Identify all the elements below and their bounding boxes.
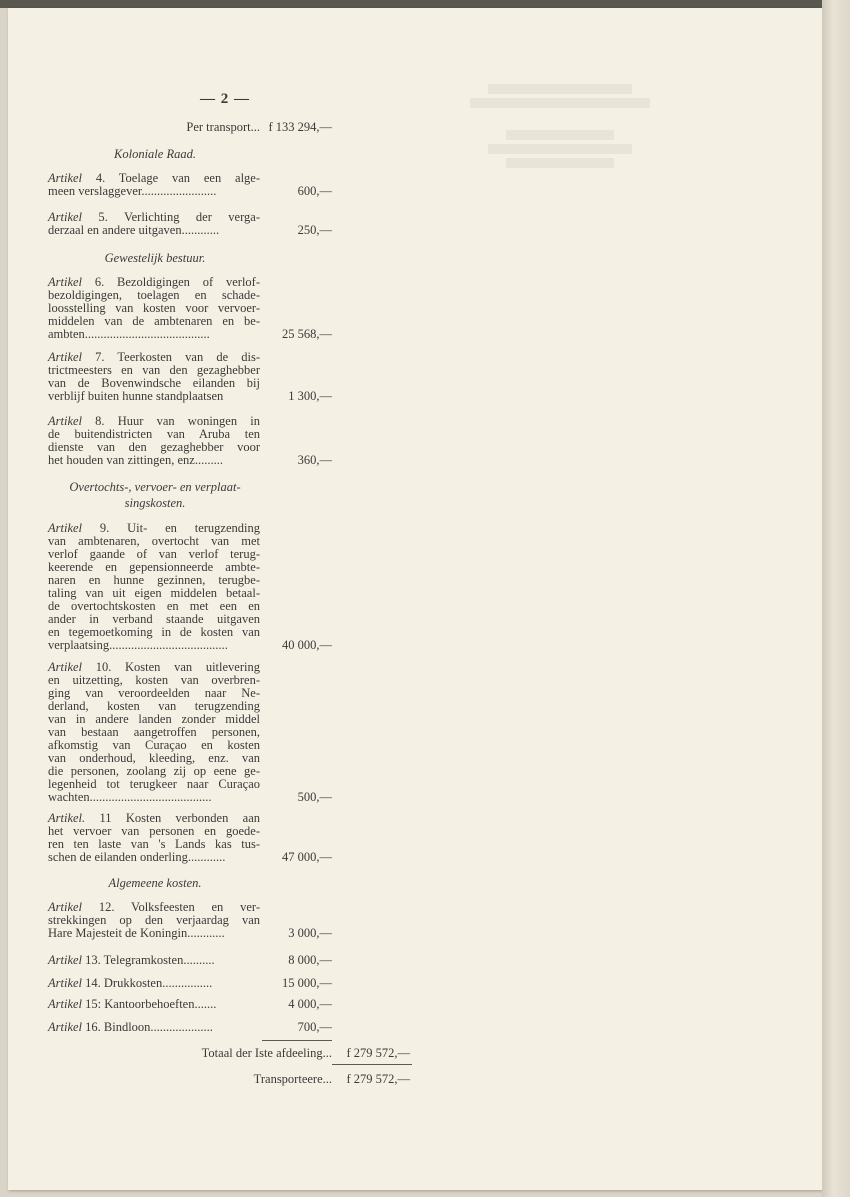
article-12-line-3: Hare Majesteit de Koningin............: [48, 926, 225, 940]
section-koloniale-raad: Koloniale Raad.: [114, 147, 196, 161]
article-7-line-3: van de Bovenwindsche eilanden bij: [48, 376, 260, 390]
article-4-amount: 600,—: [297, 184, 332, 198]
article-12-amount: 3 000,—: [288, 926, 332, 940]
article-10-line-7: afkomstig van Curaçao en kosten: [48, 738, 260, 752]
article-11-amount: 47 000,—: [282, 850, 332, 864]
article-15-amount: 4 000,—: [288, 997, 332, 1011]
artikel-word: Artikel: [48, 900, 83, 914]
artikel-word: Artikel: [48, 210, 83, 224]
article-11-line-4: schen de eilanden onderling............: [48, 850, 226, 864]
article-6-line-1: Artikel 6. Bezoldigingen of verlof-: [48, 275, 260, 289]
article-9-line-4: keerende en gepensionneerde ambte-: [48, 560, 260, 574]
article-10-line-3: ging van veroordeelden naar Ne-: [48, 686, 260, 700]
article-10-line-11: wachten.......................................: [48, 790, 212, 804]
article-16-line-1: Artikel 16. Bindloon....................: [48, 1020, 213, 1034]
artikel-word: Artikel: [48, 1020, 83, 1034]
page-number: — 2 —: [200, 91, 250, 107]
article-13-line-1: Artikel 13. Telegramkosten..........: [48, 953, 215, 967]
article-10-line-8: van onderhoud, kleeding, enz. van: [48, 751, 260, 765]
artikel-word: Artikel: [48, 350, 83, 364]
article-10-line-5: van in andere landen zonder middel: [48, 712, 260, 726]
article-10-line-6: van bestaan aangetroffen personen,: [48, 725, 260, 739]
article-9-line-5: naren en hunne gezinnen, terugbe-: [48, 573, 260, 587]
artikel-word: Artikel: [48, 521, 83, 535]
artikel-word: Artikel: [48, 660, 83, 674]
article-11-line-3: ren ten laste van 's Lands kas tus-: [48, 837, 260, 851]
article-5-line-2: derzaal en andere uitgaven............: [48, 223, 220, 237]
article-15-line-1: Artikel 15: Kantoorbehoeften.......: [48, 997, 217, 1011]
article-9-line-3: verlof gaande of van verlof terug-: [48, 547, 260, 561]
article-10-line-2: en uitzetting, kosten van overbren-: [48, 673, 260, 687]
article-8-line-2: de buitendistricten van Aruba ten: [48, 427, 260, 441]
article-12-line-2: strekkingen op den verjaardag van: [48, 913, 260, 927]
transporteere-label: Transporteere...: [253, 1072, 332, 1086]
transporteere-amount: f 279 572,—: [346, 1072, 410, 1086]
section-gewestelijk-bestuur: Gewestelijk bestuur.: [104, 251, 206, 265]
article-5-line-1: Artikel 5. Verlichting der verga-: [48, 210, 260, 224]
article-11-line-2: het vervoer van personen en goede-: [48, 824, 260, 838]
article-13-amount: 8 000,—: [288, 953, 332, 967]
article-10-line-4: derland, kosten van terugzending: [48, 699, 260, 713]
article-9-line-6: taling van uit eigen middelen betaal-: [48, 586, 260, 600]
article-10-line-1: Artikel 10. Kosten van uitlevering: [48, 660, 260, 674]
article-10-line-9: die personen, zoolang zij op eene ge-: [48, 764, 260, 778]
article-14-line-1: Artikel 14. Drukkosten................: [48, 976, 213, 990]
article-6-line-5: ambten........................................: [48, 327, 210, 341]
article-9-line-10: verplaatsing......................................: [48, 638, 228, 652]
article-7-line-2: trictmeesters en van den gezaghebber: [48, 363, 260, 377]
article-6-line-4: middelen van de ambtenaren en be-: [48, 314, 260, 328]
article-4-line-2: meen verslaggever........................: [48, 184, 217, 198]
artikel-word: Artikel: [48, 171, 83, 185]
artikel-word: Artikel: [48, 997, 83, 1011]
subtotal-rule: [262, 1040, 332, 1041]
article-7-line-4: verblijf buiten hunne standplaatsen: [48, 389, 224, 403]
article-7-amount: 1 300,—: [288, 389, 332, 403]
article-9-line-2: van ambtenaren, overtocht van met: [48, 534, 260, 548]
article-8-line-1: Artikel 8. Huur van woningen in: [48, 414, 260, 428]
article-16-amount: 700,—: [297, 1020, 332, 1034]
article-4-line-1: Artikel 4. Toelage van een alge-: [48, 171, 260, 185]
totaal-amount: f 279 572,—: [346, 1046, 410, 1060]
article-8-line-3: dienste van den gezaghebber voor: [48, 440, 260, 454]
per-transport-label: Per transport...: [186, 120, 260, 134]
per-transport-amount: f 133 294,—: [268, 120, 332, 134]
artikel-word: Artikel: [48, 953, 83, 967]
article-6-amount: 25 568,—: [282, 327, 332, 341]
article-9-line-8: ander in verband staande uitgaven: [48, 612, 260, 626]
article-6-line-2: bezoldigingen, toelagen en schade-: [48, 288, 260, 302]
article-7-line-1: Artikel 7. Teerkosten van de dis-: [48, 350, 260, 364]
article-10-line-10: legenheid tot terugkeer naar Curaçao: [48, 777, 260, 791]
article-14-amount: 15 000,—: [282, 976, 332, 990]
artikel-word: Artikel: [48, 275, 83, 289]
artikel-word: Artikel.: [48, 811, 86, 825]
totaal-label: Totaal der Iste afdeeling...: [201, 1046, 332, 1060]
section-overtochts: Overtochts-, vervoer- en verplaat-: [69, 480, 241, 494]
section-overtochts-2: singskosten.: [124, 496, 186, 510]
article-9-amount: 40 000,—: [282, 638, 332, 652]
article-8-line-4: het houden van zittingen, enz.........: [48, 453, 223, 467]
article-11-line-1: Artikel. 11 Kosten verbonden aan: [48, 811, 260, 825]
artikel-word: Artikel: [48, 414, 83, 428]
article-9-line-1: Artikel 9. Uit- en terugzending: [48, 521, 260, 535]
total-rule: [332, 1064, 412, 1065]
article-6-line-3: loosstelling van kosten voor vervoer-: [48, 301, 260, 315]
article-9-line-9: en tegemoetkoming in de kosten van: [48, 625, 260, 639]
article-8-amount: 360,—: [297, 453, 332, 467]
article-12-line-1: Artikel 12. Volksfeesten en ver-: [48, 900, 260, 914]
article-10-amount: 500,—: [297, 790, 332, 804]
article-9-line-7: de overtochtskosten en met een en: [48, 599, 260, 613]
article-5-amount: 250,—: [297, 223, 332, 237]
artikel-word: Artikel: [48, 976, 83, 990]
section-algemeene-kosten: Algemeene kosten.: [108, 876, 202, 890]
